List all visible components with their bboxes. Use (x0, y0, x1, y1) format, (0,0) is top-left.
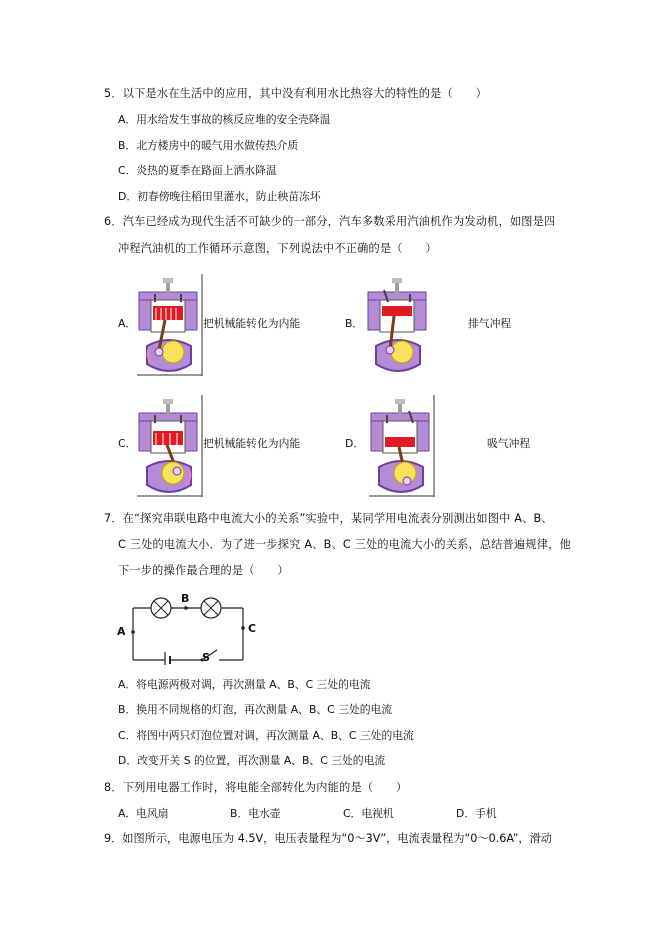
q7-option-a: A．将电源两极对调，再次测量 A、B、C 三处的电流 (118, 678, 371, 691)
q8-option-a: A．电风扇 (118, 807, 169, 820)
q8-stem: 8．下列用电器工作时，将电能全部转化为内能的是（ ） (104, 781, 408, 794)
q5-stem: 5．以下是水在生活中的应用，其中没有利用水比热容大的特性的是（ ） (104, 87, 488, 100)
q5-option-d: D．初春傍晚往稻田里灌水，防止秧苗冻坏 (118, 190, 321, 203)
circuit-label-s: S (202, 651, 210, 664)
q5-option-a: A．用水给发生事故的核反应堆的安全壳降温 (118, 113, 331, 126)
q8-option-d: D．手机 (456, 807, 497, 820)
q6-stem-line1: 6．汽车已经成为现代生活不可缺少的一部分，汽车多数采用汽油机作为发动机，如图是四 (104, 215, 556, 228)
q7-stem-line3: 下一步的操作最合理的是（ ） (118, 564, 289, 577)
q7-stem-line1: 7．在“探究串联电路中电流大小的关系”实验中，某同学用电流表分别测出如图中 A、B、 (104, 512, 553, 525)
q8-option-b: B．电水壶 (230, 807, 281, 820)
q5-option-b: B．北方楼房中的暖气用水做传热介质 (118, 139, 299, 152)
q6-stem-line2: 冲程汽油机的工作循环示意图，下列说法中不正确的是（ ） (118, 242, 437, 255)
q7-option-b: B．换用不同规格的灯泡，再次测量 A、B、C 三处的电流 (118, 703, 393, 716)
q6-option-a-letter: A． (118, 317, 137, 330)
q6-option-d-letter: D． (345, 437, 365, 450)
engine-diagram-a (133, 272, 203, 376)
circuit-label-a: A (117, 625, 126, 638)
q8-option-c: C．电视机 (343, 807, 394, 820)
engine-diagram-b (362, 272, 432, 376)
q6-option-c-text: 把机械能转化为内能 (203, 437, 301, 450)
q6-option-c-letter: C． (118, 437, 137, 450)
q7-option-d: D．改变开关 S 的位置，再次测量 A、B、C 三处的电流 (118, 754, 386, 767)
q5-option-c: C．炎热的夏季在路面上洒水降温 (118, 164, 277, 177)
q9-stem: 9．如图所示，电源电压为 4.5V，电压表量程为“0～3V”，电流表量程为“0～0.6A”，滑动 (104, 832, 552, 845)
q6-option-a-text: 把机械能转化为内能 (203, 317, 301, 330)
q7-stem-line2: C 三处的电流大小．为了进一步探究 A、B、C 三处的电流大小的关系，总结普遍规律，他 (118, 538, 571, 551)
engine-diagram-d (365, 393, 435, 497)
q6-option-b-text: 排气冲程 (468, 317, 512, 330)
q7-option-c: C．将图中两只灯泡位置对调，再次测量 A、B、C 三处的电流 (118, 729, 414, 742)
q6-option-d-text: 吸气冲程 (487, 437, 531, 450)
circuit-label-c: C (248, 622, 257, 635)
engine-diagram-c (133, 393, 203, 497)
circuit-label-b: B (181, 592, 190, 605)
q6-option-b-letter: B． (345, 317, 364, 330)
